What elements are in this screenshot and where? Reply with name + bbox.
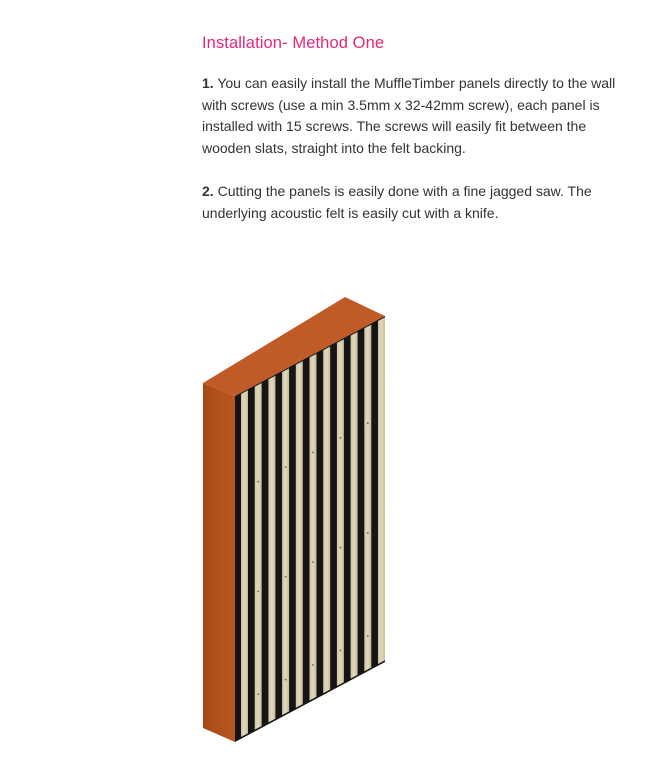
screw-dot [367,532,369,534]
screw-dot [340,437,342,439]
wooden-slat [268,376,275,723]
screw-dot [367,635,369,637]
wooden-slat [364,325,371,672]
screw-dot [257,481,259,483]
step-2-number: 2. [202,183,214,199]
step-2 [202,181,632,224]
screw-dot [285,576,287,578]
screw-dot [285,679,287,681]
wooden-slat [282,368,289,715]
muffletimber-panel-image [195,290,395,750]
screw-dot [312,664,314,666]
step-1-number: 1. [202,75,214,91]
screw-dot [257,693,259,695]
section-heading: Installation- Method One [202,34,385,52]
screw-dot [340,547,342,549]
wooden-slat [337,339,344,686]
panel-illustration [195,290,395,750]
wooden-slat [296,361,303,708]
wooden-slat [351,332,358,679]
screw-dot [312,561,314,563]
screw-dot [257,590,259,592]
screw-dot [312,452,314,454]
wooden-slat [378,317,385,664]
wooden-slat [255,383,262,730]
wooden-slat [310,354,317,701]
step-1-text: You can easily install the MuffleTimber panels directly to the wall with screws (use a min 3.5mm x 32-42mm screw), each panel is installed with 15 screws. The screws will easily fit between the wooden slats, straight into the felt backing. [202,75,616,156]
step-1 [202,73,632,159]
screw-dot [285,466,287,468]
screw-dot [340,650,342,652]
panel-side [203,383,235,742]
wooden-slat [241,390,248,737]
screw-dot [367,422,369,424]
step-2-text: Cutting the panels is easily done with a fine jagged saw. The underlying acoustic felt is easily cut with a knife. [202,183,592,221]
wooden-slat [323,346,330,693]
installation-section [202,34,632,224]
